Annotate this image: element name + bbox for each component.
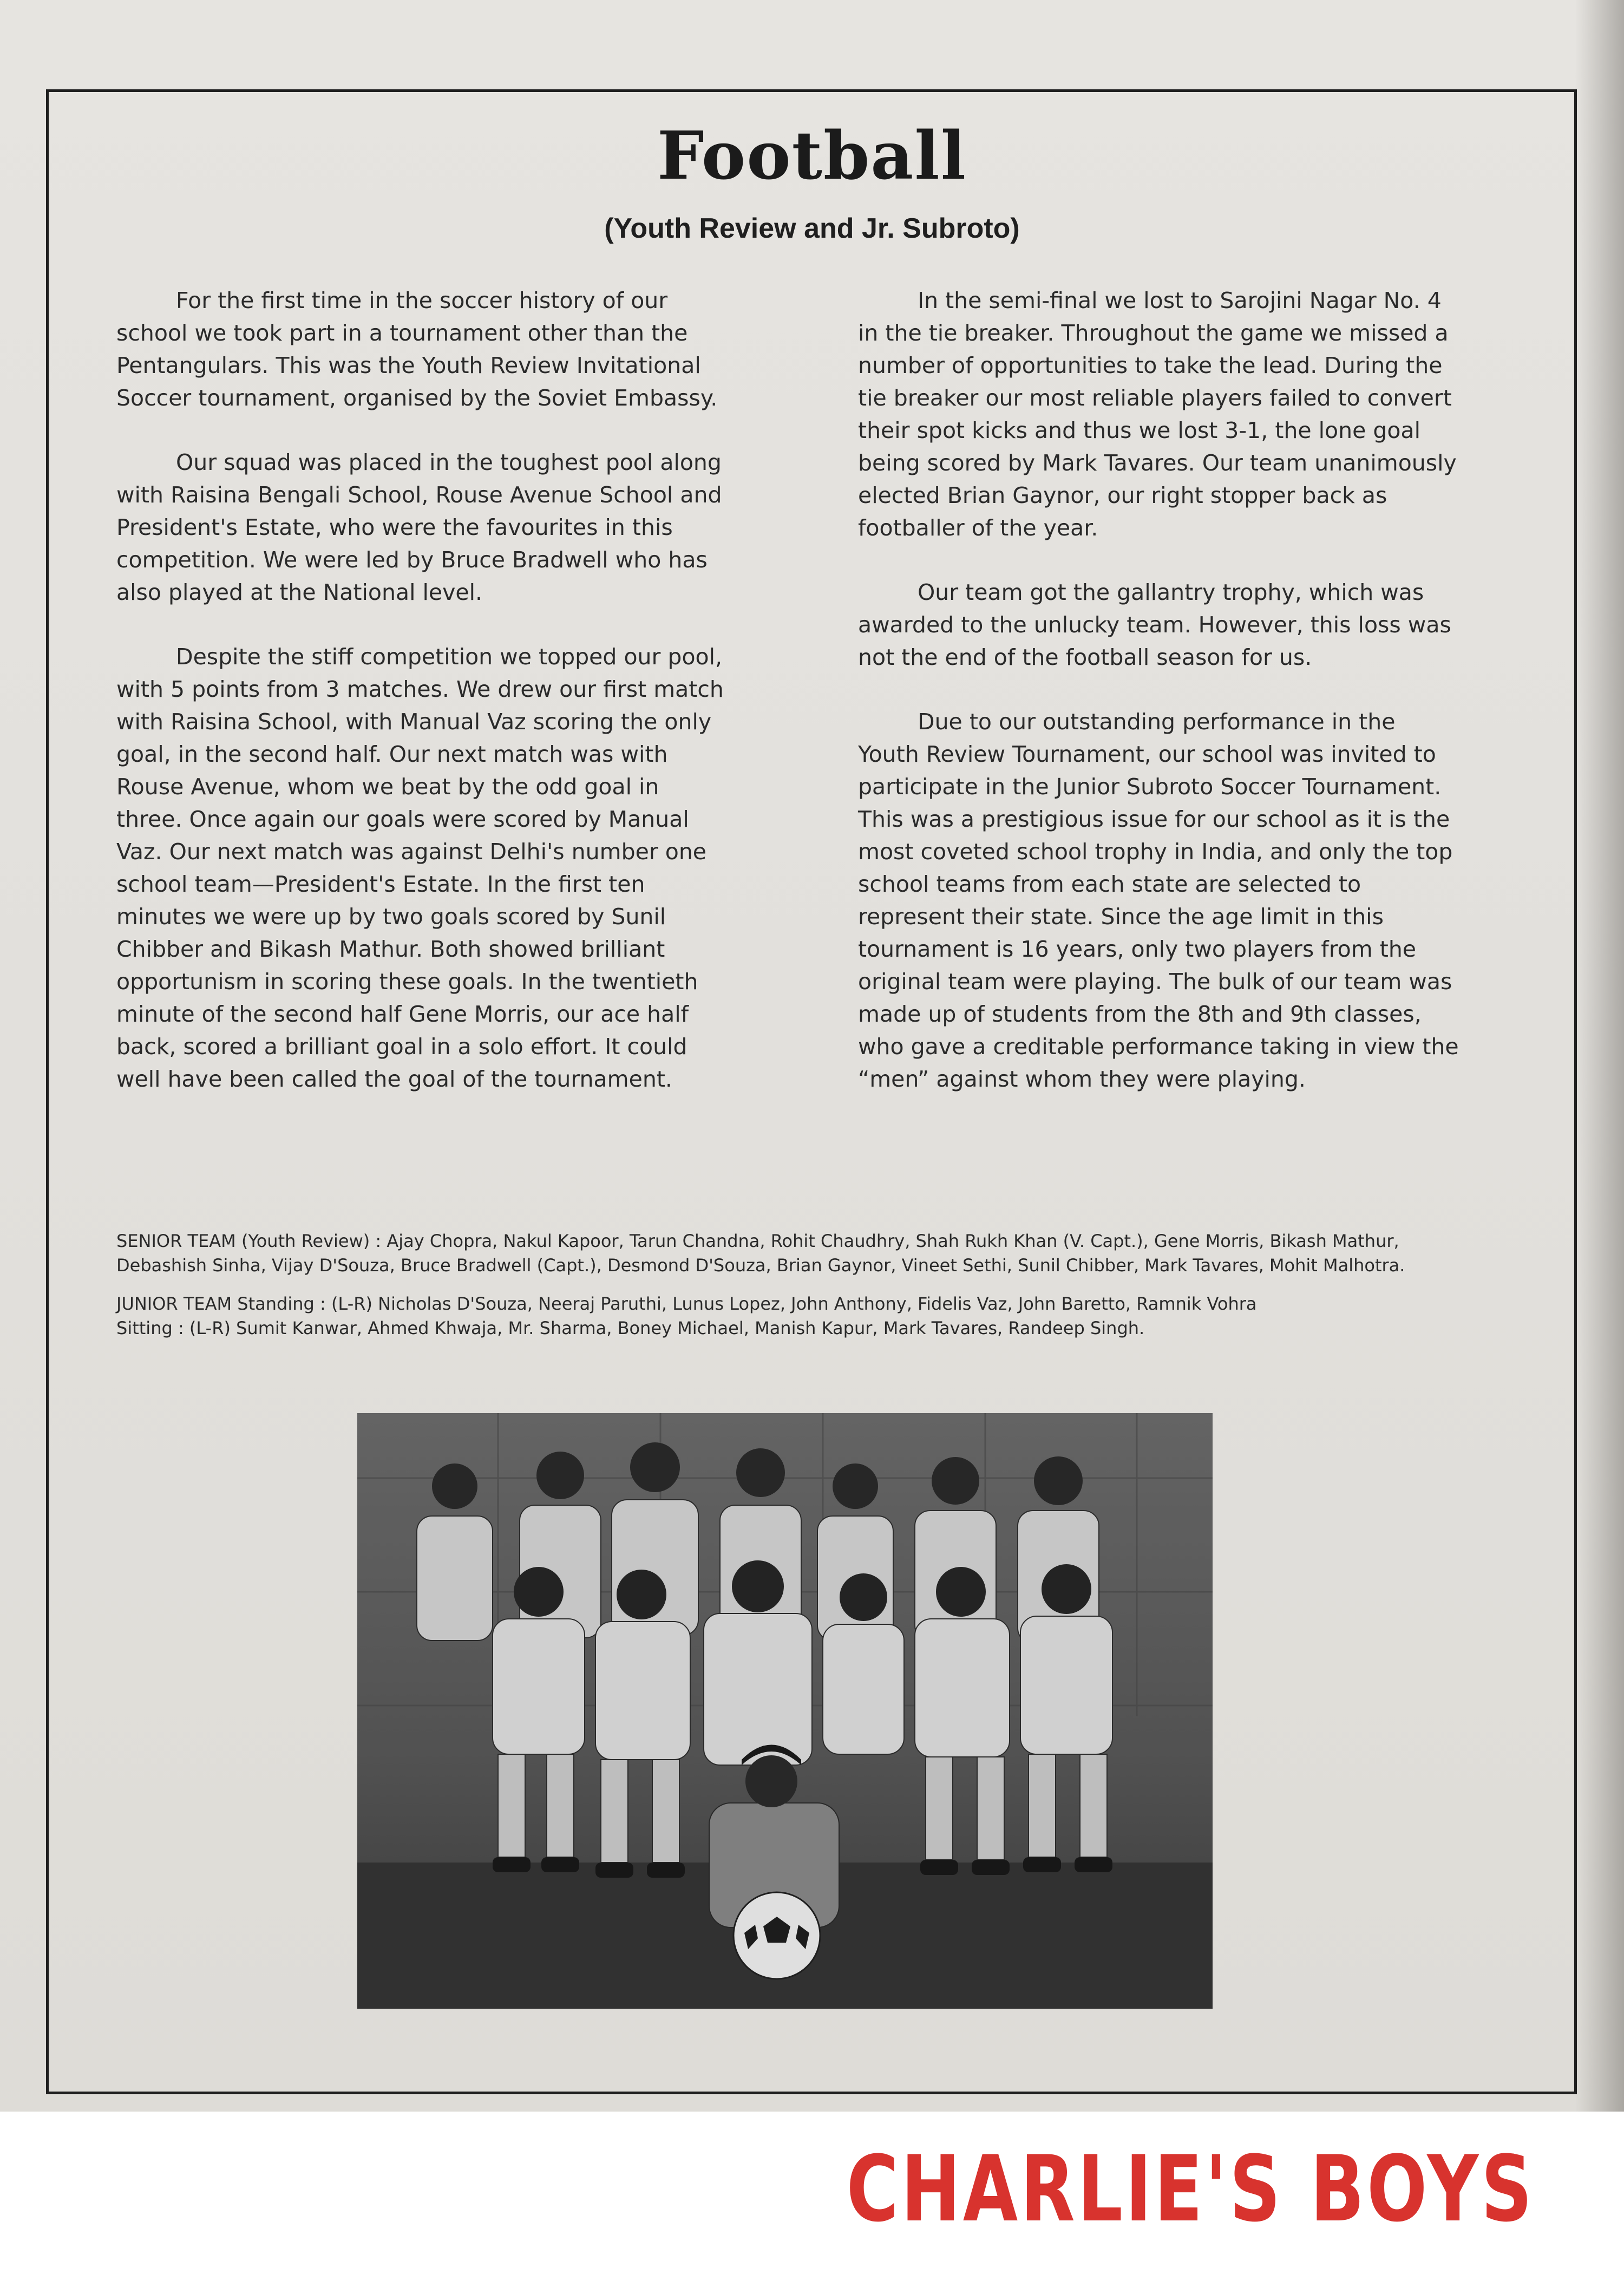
page-title: Football	[657, 116, 967, 194]
article-paragraph: For the first time in the soccer history of our school we took part in a tournament other than the Pentangulars. This was the Youth Review Invitational Soccer tournament, organised by the Soviet Embassy.	[116, 287, 718, 411]
article-paragraph: Our team got the gallantry trophy, which was awarded to the unlucky team. However, this loss was not the end of the football season for us.	[858, 579, 1451, 670]
article-left-column	[116, 284, 725, 1127]
article-paragraph: Due to our outstanding performance in the Youth Review Tournament, our school was invited to participate in the Junior Subroto Soccer Tournament. This was a prestigious issue for our school as it is the most coveted school trophy in India, and only the top school teams from each state are selected to represent their state. Since the age limit in this tournament is 16 years, only two players from the original team were playing. The bulk of our team was made up of students from the 8th and 9th classes, who gave a creditable performance taking in view the “men” against whom they were playing.	[858, 709, 1459, 1092]
junior-team-sitting-caption: Sitting : (L-R) Sumit Kanwar, Ahmed Khwaja, Mr. Sharma, Boney Michael, Manish Kapur, Mark Tavares, Randeep Singh.	[116, 1318, 1145, 1338]
article-paragraph: Despite the stiff competition we topped our pool, with 5 points from 3 matches. We drew our first match with Raisina School, with Manual Vaz scoring the only goal, in the second half. Our next match was with Rouse Avenue, whom we beat by the odd goal in three. Once again our goals were scored by Manual Vaz. Our next match was against Delhi's number one school team—President's Estate. In the first ten minutes we were up by two goals scored by Sunil Chibber and Bikash Mathur. Both showed brilliant opportunism in scoring these goals. In the twentieth minute of the second half Gene Morris, our ace half back, scored a brilliant goal in a solo effort. It could well have been called the goal of the tournament.	[116, 644, 724, 1092]
junior-team-standing-caption: JUNIOR TEAM Standing : (L-R) Nicholas D'Souza, Neeraj Paruthi, Lunus Lopez, John Anthony, Fidelis Vaz, John Baretto, Ramnik Vohra	[116, 1293, 1257, 1314]
article-paragraph: Our squad was placed in the toughest pool along with Raisina Bengali School, Rouse Avenue School and President's Estate, who were the favourites in this competition. We were led by Bruce Bradwell who has also played at the National level.	[116, 449, 722, 605]
team-photo	[357, 1413, 1213, 2009]
page-subtitle: (Youth Review and Jr. Subroto)	[604, 213, 1020, 244]
team-captions	[116, 1229, 1448, 1341]
team-photo-image	[357, 1413, 1213, 2009]
banner-title: CHARLIE'S BOYS	[846, 2136, 1535, 2242]
article-paragraph: In the semi-final we lost to Sarojini Nagar No. 4 in the tie breaker. Throughout the game we missed a number of opportunities to take the lead. During the tie breaker our most reliable players failed to convert their spot kicks and thus we lost 3-1, the lone goal being scored by Mark Tavares. Our team unanimously elected Brian Gaynor, our right stopper back as footballer of the year.	[858, 287, 1457, 541]
article-right-column	[858, 284, 1459, 1127]
senior-team-caption: SENIOR TEAM (Youth Review) : Ajay Chopra, Nakul Kapoor, Tarun Chandna, Rohit Chaudhry, Shah Rukh Khan (V. Capt.), Gene Morris, Bikash Mathur, Debashish Sinha, Vijay D'Souza, Bruce Bradwell (Capt.), Desmond D'Souza, Brian Gaynor, Vineet Sethi, Sunil Chibber, Mark Tavares, Mohit Malhotra.	[116, 1231, 1405, 1276]
page-edge-shadow	[1575, 0, 1624, 2112]
junior-team-caption	[116, 1292, 1448, 1341]
